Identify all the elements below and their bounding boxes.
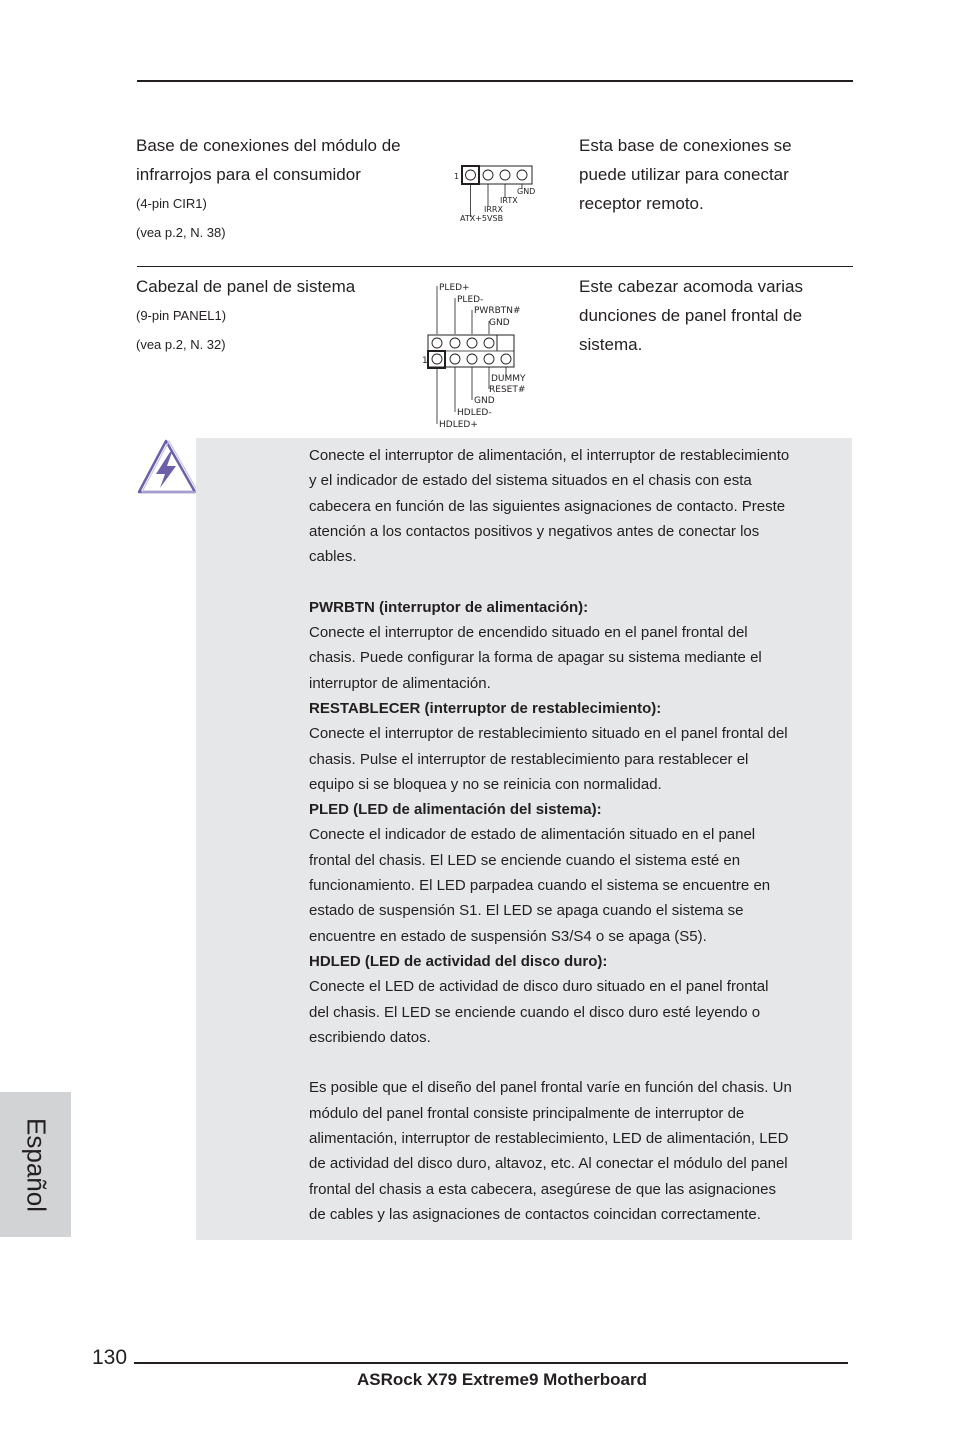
hdled-line: escribiendo datos. — [309, 1028, 431, 1046]
panel-hdled-minus-label: HDLED- — [457, 408, 492, 418]
panel-header-diagram — [420, 278, 556, 430]
cir-title-line1: Base de conexiones del módulo de — [136, 136, 401, 155]
note-intro-line: cabecera en función de las siguientes asignaciones de contacto. Preste — [309, 497, 786, 515]
pwrbtn-line: Conecte el interruptor de encendido situado en el panel frontal del — [309, 624, 748, 642]
pled-line: Conecte el indicador de estado de alimentación situado en el panel — [309, 826, 756, 844]
panel-gnd-top-label: GND — [489, 318, 510, 328]
pled-line: funcionamiento. El LED parpadea cuando el sistema se encuentre en — [309, 877, 771, 895]
cir-pin-label: (4-pin CIR1) — [136, 196, 207, 211]
reset-line: Conecte el interruptor de restablecimiento situado en el panel frontal del — [309, 725, 788, 743]
note-outro-line: frontal del chasis a esta cabecera, asegúrese de que las asignaciones — [309, 1180, 776, 1198]
note-intro-line: atención a los contactos positivos y negativos antes de conectar los — [309, 522, 760, 540]
panel-description-line1: Este cabezar acomoda varias — [579, 277, 803, 296]
cir-irtx-label: IRTX — [500, 196, 518, 205]
panel-pin-label: (9-pin PANEL1) — [136, 308, 227, 323]
reset-line: equipo si se bloquea y no se reinicia con normalidad. — [309, 775, 662, 793]
cir-irrx-label: IRRX — [484, 205, 503, 214]
panel-hdled-plus-label: HDLED+ — [439, 420, 478, 430]
note-intro-line: Conecte el interruptor de alimentación, el interruptor de restablecimiento — [309, 447, 790, 464]
page-number: 130 — [92, 1346, 128, 1369]
note-outro-line: módulo del panel frontal consiste principalmente de interruptor de — [309, 1104, 745, 1122]
panel-description-line3: sistema. — [579, 335, 643, 354]
pled-line: frontal del chasis. El LED se enciende cuando el sistema esté en — [309, 851, 741, 869]
cir-reference: (vea p.2, N. 38) — [136, 225, 226, 240]
note-outro-line: de actividad del disco duro, altavoz, etc. Al conectar el módulo del panel — [309, 1155, 788, 1173]
panel-reset-label: RESET# — [489, 385, 526, 395]
cir-pin1-label: 1 — [454, 172, 460, 181]
note-outro-line: Es posible que el diseño del panel frontal varíe en función del chasis. Un — [309, 1079, 792, 1097]
pled-line: estado de suspensión S1. El LED se apaga cuando el sistema se — [309, 902, 744, 920]
language-side-tab — [0, 1092, 71, 1237]
section-divider — [137, 266, 853, 267]
pwrbtn-line: chasis. Puede configurar la forma de apagar su sistema mediante el — [309, 649, 762, 667]
pwrbtn-line: interruptor de alimentación. — [309, 674, 491, 692]
cir-header-diagram — [450, 162, 550, 228]
language-tab-label: Español — [21, 1117, 51, 1212]
panel-title: Cabezal de panel de sistema — [136, 277, 356, 296]
cir-description-line3: receptor remoto. — [579, 194, 704, 213]
hdled-line: del chasis. El LED se enciende cuando el disco duro esté leyendo o — [309, 1003, 761, 1021]
pled-heading: PLED (LED de alimentación del sistema): — [309, 801, 602, 819]
note-outro-line: alimentación, interruptor de restablecimiento, LED de alimentación, LED — [309, 1130, 789, 1148]
footer-rule — [134, 1362, 848, 1364]
cir-description-line1: Esta base de conexiones se — [579, 136, 792, 155]
pled-line: encuentre en estado de suspensión S3/S4 o se apaga (S5). — [309, 927, 707, 945]
cir-title-line2: infrarrojos para el consumidor — [136, 165, 361, 184]
note-outro-line: de cables y las asignaciones de contactos coincidan correctamente. — [309, 1205, 761, 1223]
pwrbtn-heading: PWRBTN (interruptor de alimentación): — [309, 598, 589, 616]
panel-description-line2: dunciones de panel frontal de — [579, 306, 803, 325]
panel-pled-minus-label: PLED- — [457, 295, 484, 305]
cir-description-line2: puede utilizar para conectar — [579, 165, 789, 184]
panel-gnd-bottom-label: GND — [474, 396, 495, 406]
note-text — [309, 443, 854, 1227]
panel-dummy-label: DUMMY — [491, 374, 526, 384]
hdled-heading: HDLED (LED de actividad del disco duro): — [309, 952, 608, 970]
panel-pled-plus-label: PLED+ — [439, 283, 470, 293]
cir-gnd-label: GND — [517, 187, 536, 196]
panel-pwrbtn-label: PWRBTN# — [474, 306, 521, 316]
panel-reference: (vea p.2, N. 32) — [136, 337, 226, 352]
reset-line: chasis. Pulse el interruptor de restablecimiento para restablecer el — [309, 750, 749, 768]
note-intro-line: cables. — [309, 548, 357, 566]
note-intro-line: y el indicador de estado del sistema situados en el chasis con esta — [309, 472, 752, 490]
cir-atx5vsb-label: ATX+5VSB — [460, 214, 504, 223]
warning-icon — [136, 438, 198, 496]
footer-title: ASRock X79 Extreme9 Motherboard — [356, 1370, 648, 1389]
panel-pin1-label: 1 — [422, 356, 428, 366]
reset-heading: RESTABLECER (interruptor de restablecimiento): — [309, 699, 662, 717]
top-rule — [137, 80, 853, 82]
hdled-line: Conecte el LED de actividad de disco duro situado en el panel frontal — [309, 978, 769, 996]
